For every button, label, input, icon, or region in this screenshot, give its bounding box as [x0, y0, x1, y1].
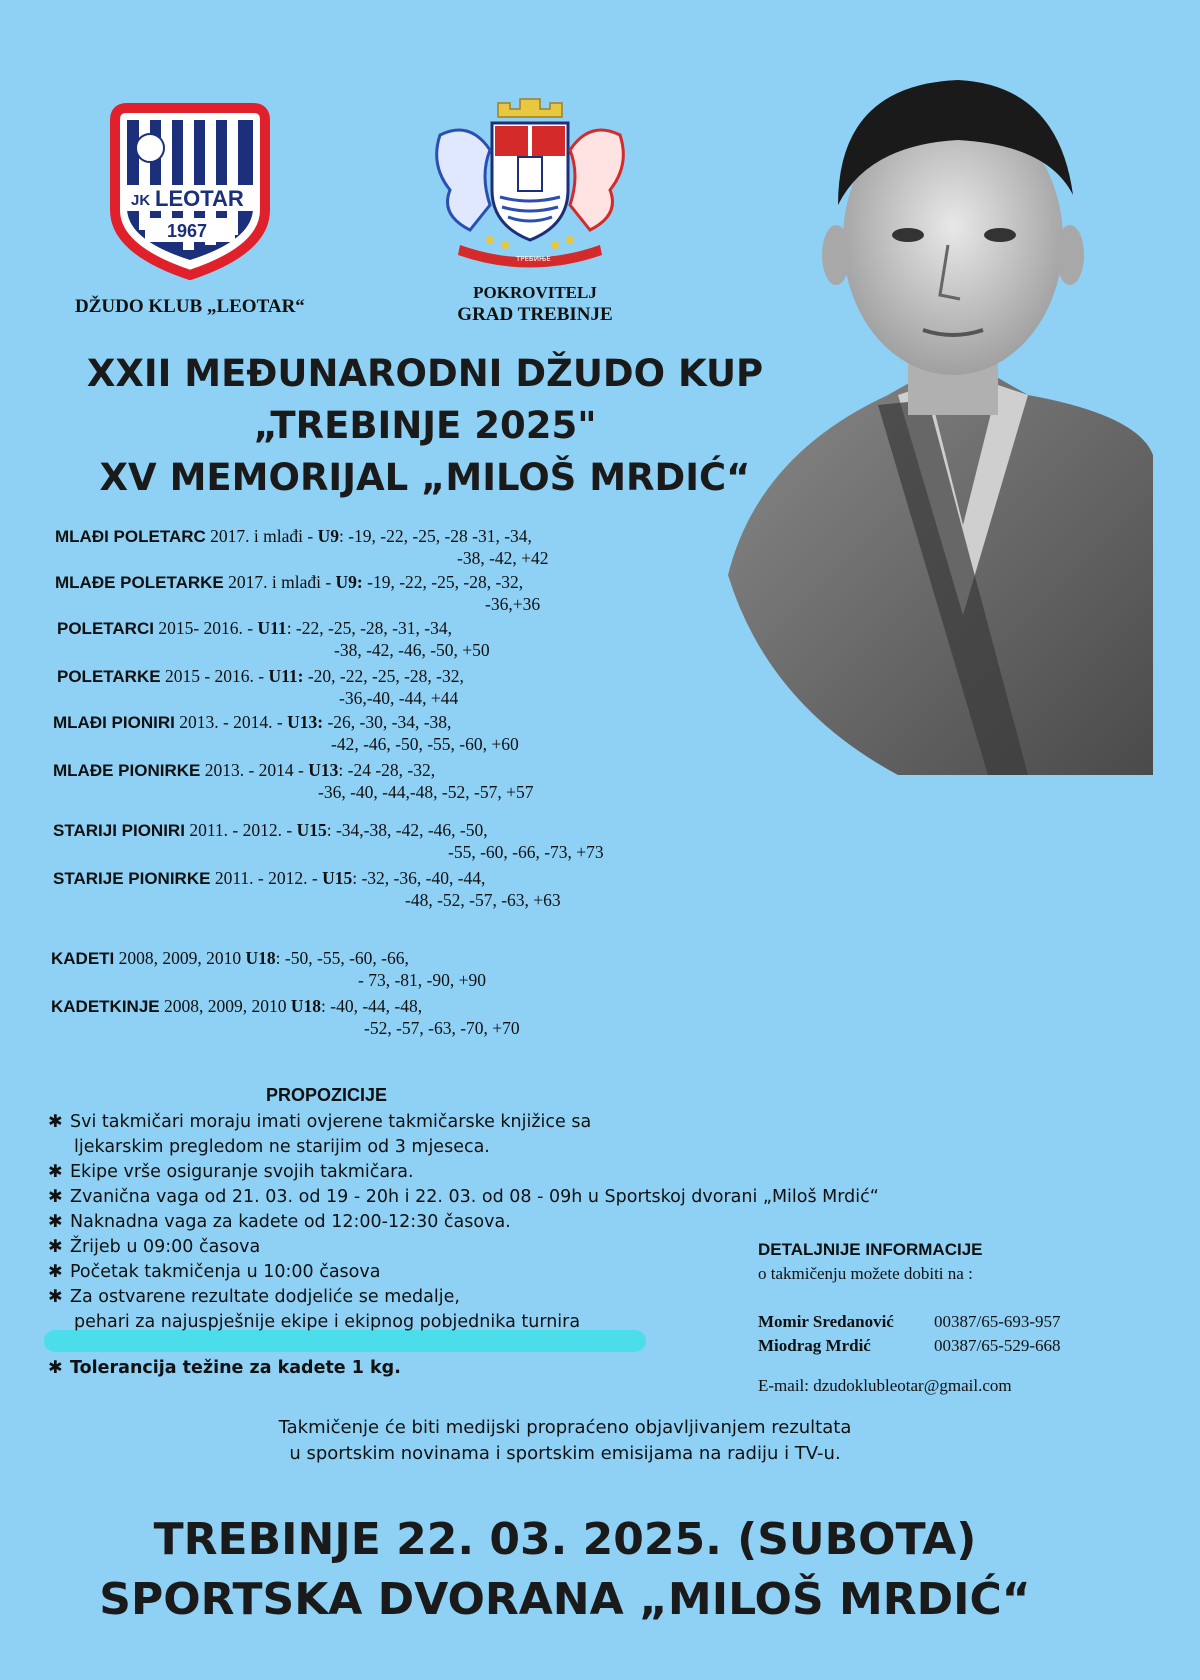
- category-weights: : -24 -28, -32,: [338, 760, 436, 780]
- tolerance-text: Tolerancija težine za kadete 1 kg.: [70, 1358, 401, 1378]
- propositions-list: [48, 1110, 879, 1335]
- category-weights-cont: -36,-40, -44, +44: [339, 688, 459, 708]
- category-weights: : -34,-38, -42, -46, -50,: [326, 820, 488, 840]
- category-item: [51, 995, 520, 1038]
- category-age: U13: [308, 760, 339, 780]
- contact-row: [758, 1334, 1061, 1358]
- category-age: U11:: [268, 666, 304, 686]
- category-item: [53, 867, 561, 910]
- contact-name: Momir Sredanović: [758, 1312, 894, 1331]
- media-coverage-note: [0, 1415, 1130, 1467]
- asterisk-icon: ✱: [48, 1162, 63, 1182]
- category-weights: : -50, -55, -60, -66,: [275, 948, 409, 968]
- list-item-text: Početak takmičenja u 10:00 časova: [70, 1262, 381, 1282]
- title-line-1: XXII MEĐUNARODNI DŽUDO KUP: [86, 352, 764, 395]
- asterisk-icon: ✱: [48, 1358, 63, 1378]
- asterisk-icon: ✱: [48, 1187, 63, 1207]
- list-item-text: Zvanična vaga od 21. 03. od 19 - 20h i 22. 03. od 08 - 09h u Sportskoj dvorani „Miloš Mrdić“: [70, 1187, 879, 1207]
- category-name: MLAĐI POLETARC: [55, 527, 206, 546]
- category-weights-cont: -52, -57, -63, -70, +70: [364, 1018, 520, 1038]
- list-item: [48, 1310, 879, 1335]
- category-name: MLAĐI PIONIRI: [53, 713, 175, 732]
- category-weights-cont: - 73, -81, -90, +90: [358, 970, 486, 990]
- category-weights-cont: -38, -42, -46, -50, +50: [334, 640, 490, 660]
- category-age: U18: [290, 996, 322, 1016]
- category-weights-cont: -42, -46, -50, -55, -60, +60: [331, 734, 519, 754]
- category-name: KADETKINJE: [51, 997, 160, 1016]
- category-item: [53, 819, 604, 862]
- contact-phone[interactable]: 00387/65-529-668: [934, 1336, 1061, 1355]
- category-age: U9: [317, 526, 339, 546]
- category-weights: : -40, -44, -48,: [321, 996, 423, 1016]
- contact-email[interactable]: E-mail: dzudoklubleotar@gmail.com: [758, 1376, 1012, 1395]
- category-name: STARIJI PIONIRI: [53, 821, 185, 840]
- info-heading: DETALJNIJE INFORMACIJE: [758, 1240, 983, 1259]
- contact-info: [758, 1238, 1061, 1398]
- category-item: [53, 711, 519, 754]
- category-weights-cont: -36,+36: [485, 594, 541, 614]
- title-line-3: XV MEMORIJAL „MILOŠ MRDIĆ“: [99, 456, 751, 499]
- patron-label: POKROVITELJ: [473, 283, 597, 302]
- category-years: 2015- 2016. -: [153, 618, 258, 638]
- category-weights: : -22, -25, -28, -31, -34,: [286, 618, 452, 638]
- category-age: U15: [322, 868, 353, 888]
- patron-city: GRAD TREBINJE: [457, 304, 613, 325]
- category-years: 2008, 2009, 2010: [159, 996, 291, 1016]
- category-years: 2011. - 2012. -: [184, 820, 297, 840]
- list-item-text: Naknadna vaga za kadete od 12:00-12:30 časova.: [70, 1212, 511, 1232]
- category-item: [57, 665, 464, 708]
- asterisk-icon: ✱: [48, 1262, 63, 1282]
- asterisk-icon: ✱: [48, 1237, 63, 1257]
- category-weights: : -19, -22, -25, -28 -31, -34,: [338, 526, 532, 546]
- list-item-text: Za ostvarene rezultate dodjeliće se medalje,: [70, 1287, 460, 1307]
- category-item: [53, 759, 534, 802]
- title-line-2: „TREBINJE 2025": [253, 404, 597, 447]
- weight-tolerance: [48, 1358, 401, 1378]
- category-name: KADETI: [51, 949, 115, 968]
- list-item-text: ljekarskim pregledom ne starijim od 3 mjeseca.: [74, 1137, 490, 1157]
- category-name: MLAĐE POLETARKE: [55, 573, 224, 592]
- list-item: [48, 1160, 879, 1185]
- category-years: 2011. - 2012. -: [210, 868, 323, 888]
- leotar-club-logo: [105, 100, 275, 280]
- list-item: [48, 1235, 879, 1260]
- patron: [435, 282, 635, 326]
- category-name: POLETARCI: [57, 619, 154, 638]
- category-years: 2017. i mlađi -: [223, 572, 336, 592]
- asterisk-icon: ✱: [48, 1212, 63, 1232]
- category-age: U11: [257, 618, 287, 638]
- category-age: U18: [245, 948, 276, 968]
- contact-phone[interactable]: 00387/65-693-957: [934, 1312, 1061, 1331]
- category-weights: -19, -22, -25, -28, -32,: [362, 572, 524, 592]
- category-years: 2015 - 2016. -: [160, 666, 269, 686]
- info-subheading: o takmičenju možete dobiti na :: [758, 1264, 973, 1283]
- list-item: [48, 1260, 879, 1285]
- media-line-1: Takmičenje će biti medijski propraćeno objavljivanjem rezultata: [278, 1417, 852, 1438]
- list-item-text: Ekipe vrše osiguranje svojih takmičara.: [70, 1162, 414, 1182]
- list-item-text: Žrijeb u 09:00 časova: [70, 1237, 261, 1257]
- list-item-text: pehari za najuspješnije ekipe i ekipnog pobjednika turnira: [74, 1312, 581, 1332]
- club-badge-name: LEOTAR: [155, 186, 244, 211]
- category-weights: -26, -30, -34, -38,: [323, 712, 452, 732]
- category-age: U15: [296, 820, 327, 840]
- club-badge-jk: JK: [131, 192, 151, 209]
- category-name: POLETARKE: [57, 667, 161, 686]
- category-years: 2013. - 2014. -: [174, 712, 288, 732]
- club-name: DŽUDO KLUB „LEOTAR“: [75, 296, 305, 317]
- list-item: [48, 1185, 879, 1210]
- category-name: MLAĐE PIONIRKE: [53, 761, 201, 780]
- list-item: [48, 1210, 879, 1235]
- category-name: STARIJE PIONIRKE: [53, 869, 211, 888]
- list-item: [48, 1285, 879, 1310]
- trebinje-coat-of-arms: [420, 95, 640, 280]
- list-item-text: Svi takmičari moraju imati ovjerene takmičarske knjižice sa: [70, 1112, 592, 1132]
- list-item: [48, 1135, 879, 1160]
- event-venue: SPORTSKA DVORANA „MILOŠ MRDIĆ“: [99, 1574, 1031, 1625]
- category-weights-cont: -48, -52, -57, -63, +63: [405, 890, 561, 910]
- category-item: [57, 617, 490, 660]
- list-item: [48, 1110, 879, 1135]
- category-years: 2013. - 2014 -: [200, 760, 309, 780]
- city-ribbon-text: ТРЕБИЊЕ: [516, 255, 551, 263]
- category-years: 2017. i mlađi -: [205, 526, 318, 546]
- category-age: U9:: [335, 572, 363, 592]
- asterisk-icon: ✱: [48, 1287, 63, 1307]
- category-item: [55, 571, 541, 614]
- event-title: [40, 348, 810, 504]
- event-date-venue: [0, 1510, 1130, 1630]
- category-weights-cont: -38, -42, +42: [457, 548, 549, 568]
- contact-row: [758, 1310, 1061, 1334]
- media-line-2: u sportskim novinama i sportskim emisijama na radiju i TV-u.: [289, 1443, 841, 1464]
- category-weights: : -32, -36, -40, -44,: [352, 868, 486, 888]
- category-item: [55, 525, 549, 568]
- event-date: TREBINJE 22. 03. 2025. (SUBOTA): [153, 1514, 977, 1565]
- category-weights-cont: -36, -40, -44,-48, -52, -57, +57: [318, 782, 534, 802]
- club-badge-year: 1967: [167, 221, 208, 241]
- propositions-heading: PROPOZICIJE: [266, 1085, 388, 1105]
- contact-name: Miodrag Mrdić: [758, 1336, 871, 1355]
- category-years: 2008, 2009, 2010: [114, 948, 246, 968]
- asterisk-icon: ✱: [48, 1112, 63, 1132]
- category-weights-cont: -55, -60, -66, -73, +73: [448, 842, 604, 862]
- category-item: [51, 947, 486, 990]
- category-age: U13:: [287, 712, 324, 732]
- category-weights: -20, -22, -25, -28, -32,: [303, 666, 464, 686]
